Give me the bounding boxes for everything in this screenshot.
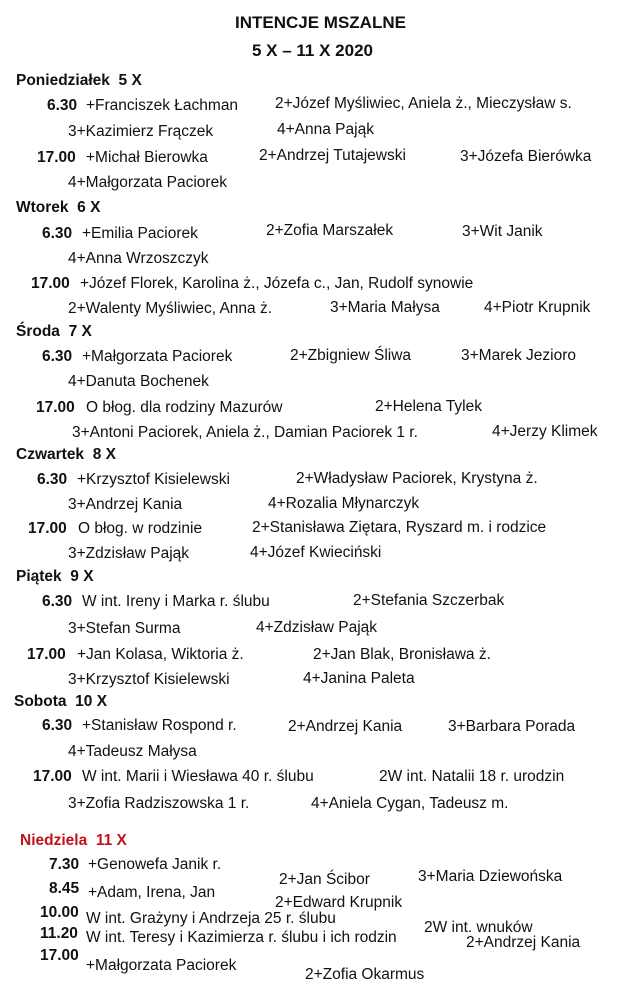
mass-time: 17.00 [31,275,70,292]
intention: 4+Janina Paleta [303,670,415,687]
intention: 2+Andrzej Tutajewski [259,147,406,164]
mass-time: 7.30 [49,856,80,873]
intention: +Małgorzata Paciorek [86,957,237,974]
intention: W int. Ireny i Marka r. ślubu [82,593,270,610]
intention: 4+Anna Wrzoszczyk [68,250,209,267]
intention: +Genowefa Janik r. [88,856,222,873]
intention: 3+Zofia Radziszowska 1 r. [68,795,250,812]
intention: +Jan Kolasa, Wiktoria ż. [77,646,244,663]
day-name: Sobota [14,693,67,710]
day-date: 5 X [118,72,142,89]
day-date: 6 X [77,199,101,216]
intention: 2+Edward Krupnik [275,894,403,911]
mass-time: 6.30 [42,225,73,242]
day-name: Poniedziałek [16,72,110,89]
intention: 2+Andrzej Kania [466,934,581,951]
intention: W int. Teresy i Kazimierza r. ślubu i ich rodzin [86,929,397,946]
intention: O błog. w rodzinie [78,520,203,537]
page-title: INTENCJE MSZALNE [235,13,406,32]
intention: 2+Walenty Myśliwiec, Anna ż. [68,300,273,317]
intention: 4+Anna Pająk [277,121,374,138]
mass-time: 6.30 [42,348,73,365]
day-heading [16,199,100,217]
intention: 2+Stefania Szczerbak [353,592,505,609]
day-date: 7 X [68,323,92,340]
day-name: Czwartek [16,446,85,463]
intention: 3+Antoni Paciorek, Aniela ż., Damian Paciorek 1 r. [72,424,418,441]
day-name: Niedziela [20,832,88,849]
intention: +Krzysztof Kisielewski [77,471,230,488]
intention: 4+Tadeusz Małysa [68,743,197,760]
mass-time: 17.00 [33,768,72,785]
intention: 4+Jerzy Klimek [492,423,598,440]
intention: 3+Marek Jezioro [461,347,577,364]
intention: 2+Jan Blak, Bronisława ż. [313,646,491,663]
intention: O błog. dla rodziny Mazurów [86,399,283,416]
intention: +Stanisław Rospond r. [82,717,237,734]
intention: 4+Piotr Krupnik [484,299,591,316]
intention: 2+Andrzej Kania [288,718,403,735]
intention: 2+Józef Myśliwiec, Aniela ż., Mieczysław s. [275,95,572,112]
intention: 3+Józefa Bierówka [460,148,592,165]
intention: 4+Aniela Cygan, Tadeusz m. [311,795,509,812]
day-heading [16,323,92,341]
intention: +Adam, Irena, Jan [88,884,216,901]
intention: 3+Zdzisław Pająk [68,545,190,562]
intention: 3+Andrzej Kania [68,496,183,513]
day-date: 8 X [92,446,116,463]
intention: +Michał Bierowka [86,149,208,166]
mass-time: 17.00 [27,646,66,663]
intention: 2+Władysław Paciorek, Krystyna ż. [296,470,538,487]
intention: W int. Grażyny i Andrzeja 25 r. ślubu [86,910,336,927]
intention: 2W int. wnuków [424,919,533,936]
intention: 3+Maria Dziewońska [418,868,563,885]
intention: 2+Helena Tylek [375,398,482,415]
mass-time: 6.30 [42,717,73,734]
mass-time: 11.20 [40,925,78,942]
intention: +Józef Florek, Karolina ż., Józefa c., Jan, Rudolf synowie [80,275,474,292]
intention: 4+Małgorzata Paciorek [68,174,227,191]
intention: 2W int. Natalii 18 r. urodzin [379,768,565,785]
day-name: Wtorek [16,199,69,216]
intention: +Emilia Paciorek [82,225,198,242]
day-heading [14,693,107,711]
day-heading [16,568,94,586]
intention: 2+Zofia Okarmus [305,966,425,983]
mass-time: 8.45 [49,880,80,897]
intention: 4+Zdzisław Pająk [256,619,378,636]
day-date: 10 X [75,693,108,710]
day-name: Środa [16,323,60,340]
intention: 3+Maria Małysa [330,299,440,316]
intention: 3+Stefan Surma [68,620,181,637]
mass-time: 17.00 [40,947,79,964]
mass-time: 17.00 [36,399,75,416]
intention: +Małgorzata Paciorek [82,348,233,365]
intention: 2+Stanisława Ziętara, Ryszard m. i rodzice [252,519,547,536]
day-heading-sunday [20,832,127,850]
day-date: 11 X [95,832,127,849]
day-name: Piątek [16,568,62,585]
date-range: 5 X – 11 X 2020 [252,41,373,60]
intention: 3+Barbara Porada [448,718,576,735]
intention: 4+Rozalia Młynarczyk [268,495,420,512]
intention: 3+Wit Janik [462,223,543,240]
mass-time: 17.00 [28,520,67,537]
mass-time: 10.00 [40,904,79,921]
intention: 2+Zbigniew Śliwa [290,347,412,364]
intention: +Franciszek Łachman [86,97,239,114]
intention: 2+Jan Ścibor [279,871,370,888]
intention: 2+Zofia Marszałek [266,222,394,239]
intention: 3+Kazimierz Frączek [68,123,214,140]
mass-time: 6.30 [42,593,73,610]
day-date: 9 X [70,568,94,585]
day-heading [16,446,116,464]
day-heading [16,72,142,90]
intention: 3+Krzysztof Kisielewski [68,671,230,688]
intention: W int. Marii i Wiesława 40 r. ślubu [82,768,314,785]
intention: 4+Józef Kwieciński [250,544,382,561]
intention: 4+Danuta Bochenek [68,373,209,390]
mass-time: 6.30 [47,97,78,114]
mass-time: 17.00 [37,149,76,166]
mass-time: 6.30 [37,471,68,488]
